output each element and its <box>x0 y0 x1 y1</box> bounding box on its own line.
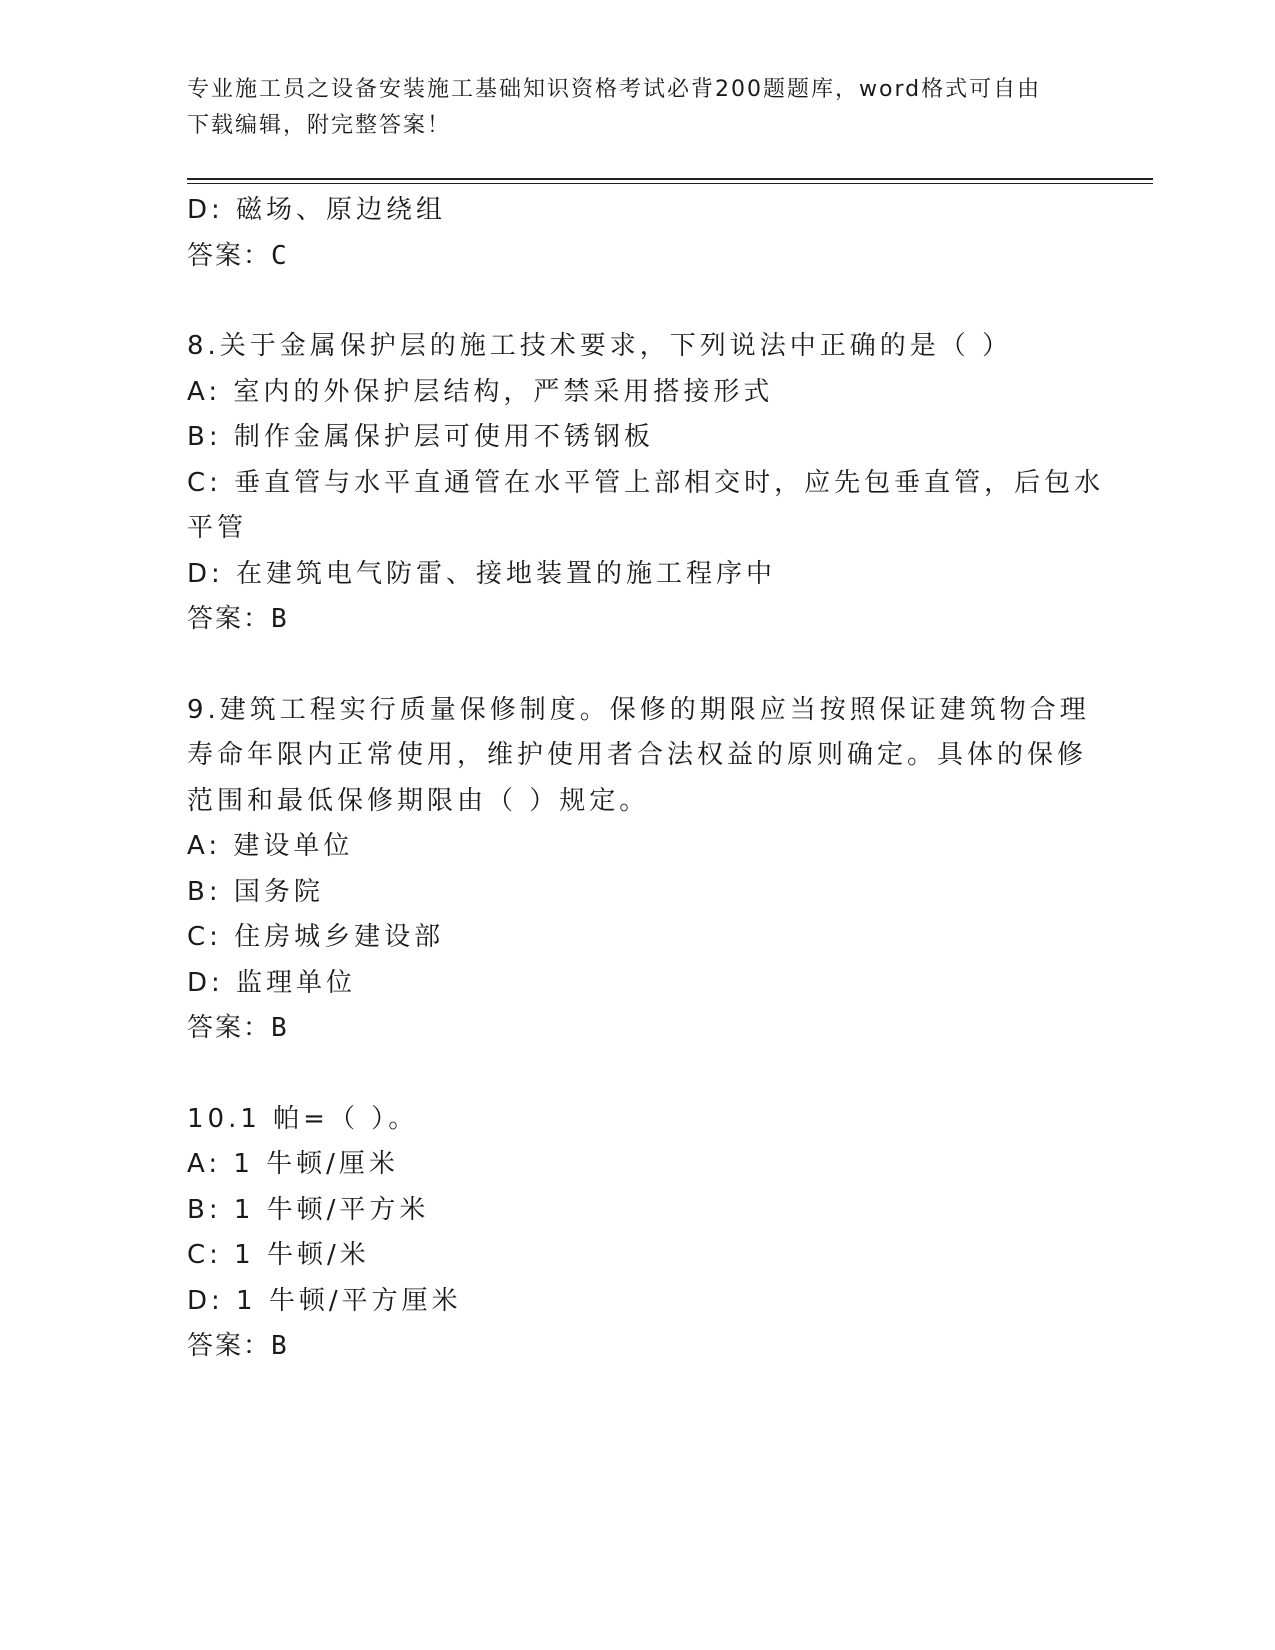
question-content <box>187 188 1105 1370</box>
option-d: D: 1 牛顿/平方厘米 <box>187 1285 462 1316</box>
spacer <box>187 279 1087 324</box>
option-d: D: 监理单位 <box>187 967 357 998</box>
header-divider-thin <box>187 183 1153 184</box>
spacer <box>187 1052 1087 1097</box>
answer-label: 答案：B <box>187 1013 289 1043</box>
question-9 <box>187 688 1090 1052</box>
option-d: D: 磁场、原边绕组 <box>187 195 447 225</box>
answer-label: 答案：B <box>187 604 289 634</box>
option-c: C: 垂直管与水平直通管在水平管上部相交时，应先包垂直管，后包水 <box>187 467 1105 498</box>
option-c: C: 1 牛顿/米 <box>187 1240 370 1270</box>
option-b: B: 国务院 <box>187 876 324 907</box>
option-b: B: 制作金属保护层可使用不锈钢板 <box>187 422 654 452</box>
header-divider-thick <box>187 178 1153 180</box>
option-a: A: 建设单位 <box>187 831 354 861</box>
spacer <box>187 643 1087 688</box>
document-header <box>187 72 1067 144</box>
option-a: A: 室内的外保护层结构，严禁采用搭接形式 <box>187 376 774 407</box>
question-8 <box>187 324 1105 643</box>
question-10 <box>187 1097 1087 1370</box>
option-a: A: 1 牛顿/厘米 <box>187 1149 399 1179</box>
question-stem: 范围和最低保修期限由（ ）规定。 <box>187 785 650 816</box>
question-stem: 10.1 帕=（ ）。 <box>187 1103 419 1134</box>
question-stem: 寿命年限内正常使用，维护使用者合法权益的原则确定。具体的保修 <box>187 740 1088 770</box>
header-line-1: 专业施工员之设备安装施工基础知识资格考试必背200题题库，word格式可自由 <box>187 77 1042 102</box>
option-c: C: 住房城乡建设部 <box>187 922 445 952</box>
question-stem: 8.关于金属保护层的施工技术要求，下列说法中正确的是（ ） <box>187 331 1013 361</box>
question-stem: 9.建筑工程实行质量保修制度。保修的期限应当按照保证建筑物合理 <box>187 694 1090 725</box>
option-c-continued: 平管 <box>187 513 248 543</box>
option-d: D: 在建筑电气防雷、接地装置的施工程序中 <box>187 558 777 589</box>
header-line-2: 下载编辑，附完整答案！ <box>187 113 452 138</box>
answer-label: 答案：B <box>187 1331 289 1361</box>
answer-label: 答案：C <box>187 240 289 271</box>
option-b: B: 1 牛顿/平方米 <box>187 1194 430 1225</box>
